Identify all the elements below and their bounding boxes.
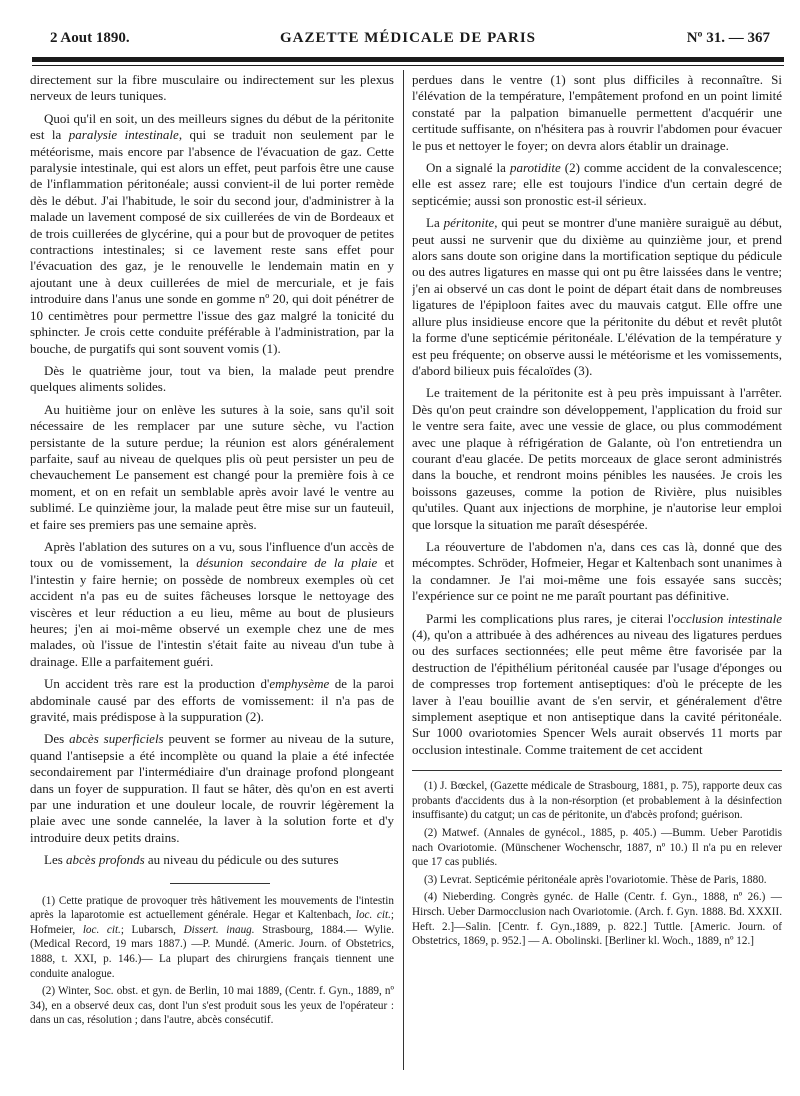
text-run: perdues dans le ventre (1) sont plus difficiles à reconnaître. Si l'élévation de la température, l'empâtement profond en un point limité constaté par la palpation bimanuelle permettent d'acquérir une certitude suffisante, on n'hésitera pas à rouvrir l'abdomen pour évacuer le pus et nettoyer le foyer; on devra alors établir un drainage. <box>412 72 782 153</box>
text-run: Parmi les complications plus rares, je citerai l' <box>426 610 674 626</box>
body-paragraph <box>30 539 394 670</box>
right-column-footnotes <box>412 779 782 949</box>
column-divider <box>403 70 404 1070</box>
body-paragraph <box>30 852 394 868</box>
text-run: Un accident très rare est la production d' <box>44 676 270 692</box>
body-paragraph <box>30 72 394 105</box>
right-column-body <box>412 72 782 758</box>
text-run: directement sur la fibre musculaire ou indirectement sur les plexus nerveux de leurs tuniques. <box>30 72 394 104</box>
issue-date: 2 Aout 1890. <box>50 30 130 46</box>
left-footnote-rule <box>170 883 270 884</box>
italic-text: abcès superficiels <box>69 731 164 747</box>
text-run: (2) comme accident de la convalescence; elle est assez rare; elle est toujours l'indice d'un certain degré de septicémie; aussi son pronostic est-il sérieux. <box>412 160 782 208</box>
text-run: et l'intestin y faire hernie; on possède de nombreux exemples où cet accident n'a pas eu de suites fâcheuses lorsque le nettoyage des viscères et leur réduction a eu lieu, même au bout de plusieurs heures; j'en ai moi-même observé un exemple chez une de mes malades, où l'issue de l'intestin s'était faite au niveau d'un tube à drainage. Elle a parfaitement guéri. <box>30 555 394 669</box>
body-paragraph <box>412 72 782 154</box>
italic-text: paralysie intestinale <box>68 127 179 143</box>
text-run: au niveau du pédicule ou des sutures <box>144 852 339 868</box>
header-rule-thin <box>32 65 784 66</box>
body-paragraph <box>30 676 394 725</box>
text-run: (2) Winter, Soc. obst. et gyn. de Berlin, 10 mai 1889, (Centr. f. Gyn., 1889, nº 34), en a observé deux cas, dont l'un s'est produit sous les yeux de l'opérateur : dans un cas, résolution ; dans l'autre, abcès consécutif. <box>30 985 394 1027</box>
text-run: , qui se traduit non seulement par le météorisme, mais encore par l'absence de l'évacuation de gaz. Cette paralysie intestinale, qui est alors un effet, peut parfois être une cause de l'inflammation péritonéale; aussi convient-il de lui porter remède dès le début. J'ai l'habitude, le soir du second jour, d'administrer à la malade un lavement composé de six cuillerées de vin de Bordeaux et de trois cuillerées de glycérine, qui a pour but de provoquer de petites contractions intestinales; si ce lavement reste sans effet pour l'évacuation des gaz, je le renouvelle le lendemain matin en y ajoutant une à deux cuillerées de miel de mercuriale, et je fais introduire dans l'anus une sonde en gomme nº 20, qui doit pénétrer de 10 centimètres pour permettre l'issue des gaz malgré la tonicité du sphincter. Je crois cette conduite préférable à l'administration, par la bouche, de purgatifs qui sont souvent vomis (1). <box>30 127 394 356</box>
left-column-footnotes <box>30 894 394 1028</box>
text-run: Quoi qu'il en soit, un des meilleurs signes du début de la péritonite est la <box>30 110 394 143</box>
text-run: (4), qu'on a attribuée à des adhérences au niveau des ligatures perdues ou des surfaces sectionnées; elle peut même être favorisée par la destruction de l'épithélium péritonéal causée par l'usage d'éponges ou de compresses trop fortement antiseptiques: d'où le précepte de les laver à l'eau bouillie avant de s'en servir, et généralement d'être simplement aseptique et non antiseptique dans la cavité péritonéale. Sur 1000 ovariotomies Spencer Wels aurait observés 11 morts par occlusion intestinale. Comme traitement de cet accident <box>412 627 782 757</box>
body-paragraph <box>412 160 782 209</box>
right-column <box>412 72 782 1074</box>
italic-text: parotidite <box>509 160 561 176</box>
body-paragraph <box>30 402 394 533</box>
journal-title: GAZETTE MÉDICALE DE PARIS <box>279 30 536 46</box>
italic-text: péritonite <box>443 215 495 231</box>
body-paragraph <box>412 215 782 379</box>
body-paragraph <box>30 111 394 357</box>
text-run: Des <box>44 731 70 747</box>
body-paragraph <box>412 611 782 759</box>
body-paragraph <box>412 385 782 533</box>
right-footnote-rule <box>412 770 782 771</box>
italic-text: abcès profonds <box>66 852 145 868</box>
header-rule-thick <box>32 57 784 62</box>
text-run: (1) Cette pratique de provoquer très hâtivement les mouvements de l'intestin après la laparotomie est actuellement générale. Hegar et Kaltenbach, <box>30 894 394 922</box>
left-column-body <box>30 72 394 869</box>
text-run: (1) J. Bœckel, (Gazette médicale de Strasbourg, 1881, p. 75), rapporte deux cas probants d'accidents dus à la non-résorption (et probablement à la désinfection insuffisante) du catgut; un cas de péritonite, un d'abcès profond; guérison. <box>412 780 782 822</box>
footnote <box>30 984 394 1028</box>
body-paragraph <box>30 731 394 846</box>
issue-page-number: Nº 31. — 367 <box>686 30 770 46</box>
text-run: ; Lubarsch, <box>120 923 184 936</box>
footnote <box>412 779 782 823</box>
left-column <box>30 72 394 1074</box>
text-run: peuvent se former au niveau de la suture, quand l'antisepsie a été incomplète ou quand la plaie a été infectée secondairement par l'intermédiaire d'un drainage profond plongeant dans un foyer de suppuration. Il faut se hâter, dès qu'on en est averti par une induration et une douleur locale, de rouvrir légèrement la plaie avec une sonde cannelée, la laver à la solution forte et d'y introduire deux petits drains. <box>30 731 394 845</box>
text-run: Le traitement de la péritonite est à peu près impuissant à l'arrêter. Dès qu'on peut craindre son développement, l'application du froid sur le ventre sera faite, avec une vessie de glace, ou plus commodément avec une plaque à réfrigération de Galante, où l'on entretiendra un courant d'eau glacée. De petits morceaux de glace seront administrés dans la bouche, et rendront moins pénibles les nausées. Je crois les boissons gazeuses, comme la potion de Rivière, plus nuisibles qu'utiles. Quant aux injections de morphine, je n'autorise leur emploi que lorsque la situation me paraît désespérée. <box>412 385 782 532</box>
text-run: Au huitième jour on enlève les sutures à la soie, sans qu'il soit nécessaire de les remplacer par une suture sèche, vu l'action persistante de la suture perdue; la réunion est alors généralement parfaite, sauf au niveau de quelques plis où peut persister un peu de chevauchement Le pansement est changé pour la première fois à ce moment, et on en refait un semblable après avoir lavé le ventre au sublimé. Le quinzième jour, la malade peut être mise sur un fauteuil, et faire ses premiers pas une semaine après. <box>30 401 394 532</box>
italic-text: loc. cit. <box>82 923 121 936</box>
footnote <box>412 890 782 948</box>
text-run: La réouverture de l'abdomen n'a, dans ces cas là, donné que des mécomptes. Schröder, Hofmeier, Hegar et Kaltenbach sont unanimes à la condamner. Je l'ai moi-même une fois essayée sans succès; l'expérience sur ce point ne me paraît pourtant pas définitive. <box>412 538 782 604</box>
text-run: (4) Nieberding. Congrès gynéc. de Halle (Centr. f. Gyn., 1888, nº 26.) — Hirsch. Ueber Darmocclusion nach Ovariotomie. (Arch. f. Gyn. 1888. Bd. XXXII. Heft. 2.]—Salin. [Centr. f. Gyn.,1889, p. 822.] Tuttle. [Americ. Journ. of Obstetrics, 1869, p. 952.] — A. Obolinski. [Berliner kl. Woch., 1889, nº 12.] <box>412 891 782 948</box>
text-run: On a signalé la <box>426 160 510 176</box>
footnote <box>412 873 782 888</box>
text-run: Les <box>44 852 67 868</box>
footnote <box>30 894 394 982</box>
page-header <box>32 30 784 52</box>
italic-text: occlusion intestinale <box>673 610 782 626</box>
italic-text: désunion secondaire de la plaie <box>196 555 378 571</box>
text-run: La <box>426 215 444 231</box>
text-run: de la paroi abdominale causé par des efforts de vomissement: il n'a pas de gravité, mais prédispose à la suppuration (2). <box>30 676 394 725</box>
text-run: Strasbourg, 1884.— Wylie. (Medical Record, 19 mars 1887.) —P. Mundé. (Americ. Journ. of Obstetrics, 1888, t. XXI, p. 146.)— La plupart des chirurgiens français tiennent une conduite analogue. <box>30 923 394 980</box>
text-run: Dès le quatrième jour, tout va bien, la malade peut prendre quelques aliments solides. <box>30 362 394 395</box>
body-paragraph <box>412 539 782 605</box>
italic-text: Dissert. inaug. <box>183 923 255 936</box>
footnote <box>412 826 782 870</box>
italic-text: emphysème <box>269 676 330 692</box>
italic-text: loc. cit. <box>355 909 391 922</box>
text-run: (3) Levrat. Septicémie péritonéale après l'ovariotomie. Thèse de Paris, 1880. <box>424 873 767 886</box>
text-run: ; Hofmeier, <box>30 909 394 936</box>
text-run: Après l'ablation des sutures on a vu, sous l'influence d'un accès de toux ou de vomissement, la <box>30 538 394 571</box>
text-run: (2) Matwef. (Annales de gynécol., 1885, p. 405.) —Bumm. Ueber Parotidis nach Ovariotomie. (Münschener Wochenschr, 1887, nº 10.) Il n'a pu en relever que 17 cas publiés. <box>412 827 782 869</box>
body-paragraph <box>30 363 394 396</box>
text-run: , qui peut se montrer d'une manière suraiguë au début, peut aussi ne survenir que du dixième au quinzième jour, et prend alors sans doute son origine dans la mortification septique du pédicule ou des autres ligatures en masse qui ont pu être laissées dans le ventre; j'en ai observé un cas dont le point de départ était dans de nombreuses ligatures de l'épiploon faites avec du mauvais catgut. Elle offre une allure plus insidieuse encore que la péritonite du début et revêt plutôt la forme d'une septicémie péritonéale. L'élévation de la température y est peu fréquente; on observe aussi le météorisme et les vomissements, d'abord bilieux puis fécaloïdes (3). <box>412 215 782 378</box>
